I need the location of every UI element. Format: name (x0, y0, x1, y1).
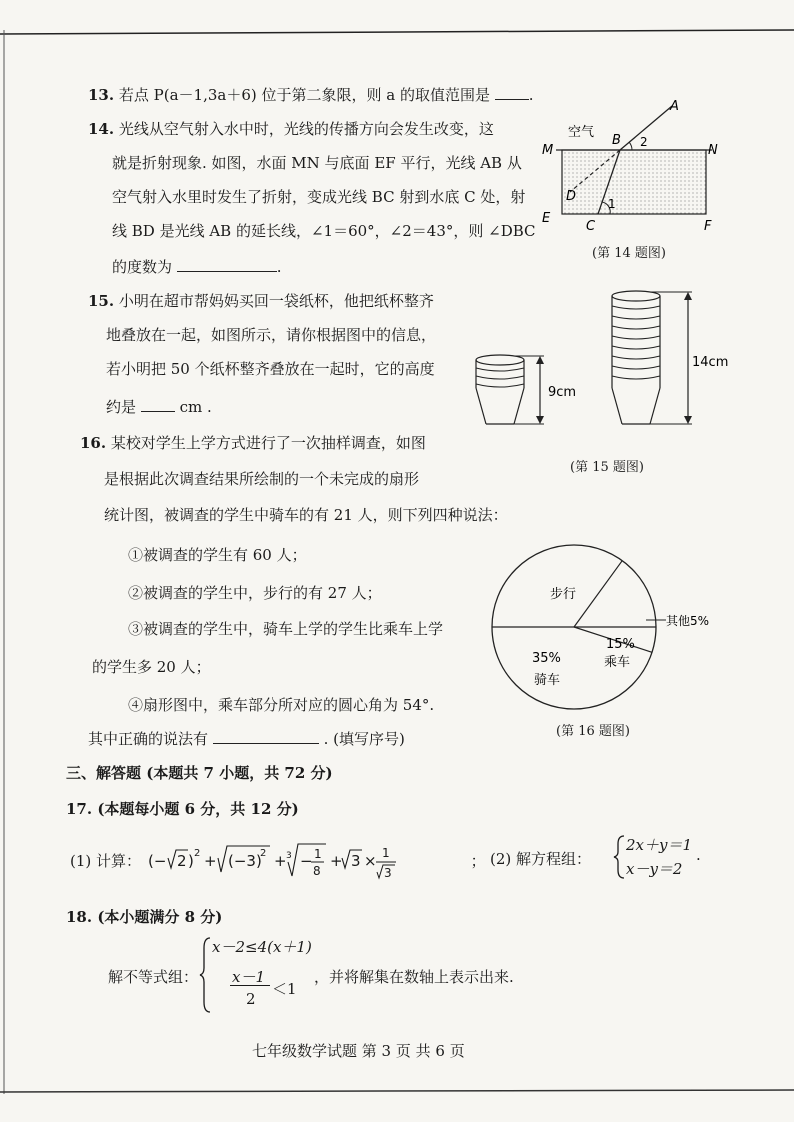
svg-text:1: 1 (313, 847, 322, 861)
q16-stmt3b: 的学生多 20 人； (92, 658, 211, 676)
q13-number: 13. (88, 86, 115, 104)
svg-text:×: × (363, 852, 377, 870)
svg-text:+: + (203, 852, 217, 870)
pie-label-bus-pct: 15% (606, 637, 635, 652)
svg-text:): ) (187, 852, 194, 870)
label-a: A (670, 99, 679, 114)
q17-part1-end: ； (470, 852, 486, 870)
q18-heading: 18. (本小题满分 8 分) (66, 908, 223, 926)
label-f: F (704, 219, 712, 234)
svg-text:(−3): (−3) (227, 852, 262, 870)
label-e: E (542, 211, 551, 226)
q16-line3: 统计图，被调查的学生中骑车的有 21 人，则下列四种说法： (104, 506, 508, 524)
svg-text:3: 3 (350, 852, 361, 870)
q18-ineq1: x－2≤4(x＋1) (212, 938, 312, 956)
svg-text:(−: (− (147, 852, 167, 870)
pie-label-walk: 步行 (550, 587, 577, 602)
q13-blank (495, 85, 529, 100)
page-footer: 七年级数学试题 第 3 页 共 6 页 (252, 1042, 465, 1060)
q18-tail: ，并将解集在数轴上表示出来. (314, 968, 514, 986)
svg-text:+: + (329, 852, 343, 870)
small-cup-stack (476, 355, 524, 424)
q14-blank (177, 257, 277, 272)
angle-2-arc (629, 142, 632, 150)
q13-text: 若点 P(a－1,3a＋6) 位于第二象限，则 a 的取值范围是 (118, 86, 490, 104)
q14-line4: 线 BD 是光线 AB 的延长线，∠1＝60°，∠2＝43°，则 ∠DBC (112, 222, 536, 240)
q17-part1 (70, 842, 486, 882)
tall-cup-stack (612, 291, 660, 424)
q16-answer (88, 728, 405, 749)
q16-answer-tail: . (填写序号) (323, 730, 405, 748)
label-2: 2 (640, 135, 648, 149)
q16-stmt1: ①被调查的学生有 60 人； (128, 546, 307, 564)
q13-end: . (528, 86, 534, 104)
label-b: B (612, 133, 621, 148)
svg-text:3: 3 (383, 866, 392, 880)
section-3-title: 三、解答题 (本题共 7 小题，共 72 分) (66, 764, 333, 782)
q17-eq2: x－y＝2 (626, 860, 683, 878)
label-n: N (708, 143, 718, 158)
label-d: D (566, 189, 577, 204)
q14-line2: 就是折射现象. 如图，水面 MN 与底面 EF 平行，光线 AB 从 (112, 154, 522, 172)
q15-caption: (第 15 题图) (570, 460, 644, 475)
q15-text-4b: cm . (179, 398, 212, 416)
pie-label-other: 其他5% (666, 614, 710, 628)
svg-text:3: 3 (285, 851, 292, 861)
q15-line4 (106, 396, 212, 417)
pie-label-bike: 骑车 (534, 673, 561, 688)
q16-line2: 是根据此次调查结果所绘制的一个未完成的扇形 (104, 470, 420, 488)
svg-text:8: 8 (312, 864, 321, 878)
q14-number: 14. (88, 120, 115, 138)
water-region (562, 150, 706, 214)
label-c: C (586, 219, 596, 234)
q14-caption: (第 14 题图) (592, 246, 666, 261)
q15-blank (141, 397, 175, 412)
pie-chart (488, 540, 728, 710)
label-14cm: 14cm (692, 355, 729, 370)
q17-part2-end: . (696, 846, 701, 864)
pie-slice-boundary-1 (574, 561, 622, 627)
q14-line3: 空气射入水里时发生了折射，变成光线 BC 射到水底 C 处，射 (112, 188, 526, 206)
q16-answer-label: 其中正确的说法有 (88, 730, 209, 748)
q18-ineq2-relation: ＜1 (272, 980, 297, 998)
q17-expression (146, 842, 466, 882)
q18-label: 解不等式组： (108, 968, 199, 986)
q18-ineq2-denominator: 2 (246, 990, 256, 1008)
q17-part2 (490, 836, 592, 868)
q16-line1 (80, 432, 426, 453)
q16-stmt2: ②被调查的学生中，步行的有 27 人； (128, 584, 382, 602)
q14-line1 (88, 118, 494, 139)
label-air: 空气 (568, 125, 595, 140)
q16-caption: (第 16 题图) (556, 724, 630, 739)
cups-figure (470, 284, 730, 434)
q14-end: . (276, 258, 282, 276)
svg-text:1: 1 (381, 846, 390, 860)
svg-text:2: 2 (259, 848, 267, 859)
q15-line3: 若小明把 50 个纸杯整齐叠放在一起时，它的高度 (106, 360, 435, 378)
q15-line1 (88, 290, 434, 311)
q15-text-1: 小明在超市帮妈妈买回一袋纸杯，他把纸杯整齐 (118, 292, 434, 310)
q15-text-4a: 约是 (106, 398, 137, 416)
q15-number: 15. (88, 292, 115, 310)
pie-label-bike-pct: 35% (532, 651, 561, 666)
q13 (88, 84, 534, 105)
refraction-figure (536, 96, 726, 236)
label-m: M (542, 143, 554, 158)
q15-line2: 地叠放在一起，如图所示，请你根据图中的信息， (106, 326, 437, 344)
svg-text:2: 2 (193, 848, 201, 859)
q17-heading: 17. (本题每小题 6 分，共 12 分) (66, 800, 299, 818)
label-9cm: 9cm (548, 385, 577, 400)
q17-part1-label: (1) 计算： (70, 852, 142, 870)
svg-text:−: − (299, 852, 313, 870)
q17-eq1: 2x＋y＝1 (626, 836, 693, 854)
label-1: 1 (608, 197, 616, 211)
q16-number: 16. (80, 434, 107, 452)
q14-text-5: 的度数为 (112, 258, 173, 276)
q16-stmt3a: ③被调查的学生中，骑车上学的学生比乘车上学 (128, 620, 444, 638)
svg-text:+: + (273, 852, 287, 870)
q17-part2-label: (2) 解方程组： (490, 850, 592, 868)
q16-text-1: 某校对学生上学方式进行了一次抽样调查，如图 (110, 434, 426, 452)
q16-stmt4: ④扇形图中，乘车部分所对应的圆心角为 54°. (128, 696, 435, 714)
q14-text-1: 光线从空气射入水中时，光线的传播方向会发生改变，这 (118, 120, 494, 138)
q18-fraction-bar (230, 985, 270, 986)
q18-ineq2-numerator: x－1 (232, 968, 266, 986)
pie-label-bus: 乘车 (604, 655, 631, 670)
svg-text:2: 2 (176, 852, 187, 870)
q16-blank (213, 729, 319, 744)
q14-line5 (112, 256, 282, 277)
